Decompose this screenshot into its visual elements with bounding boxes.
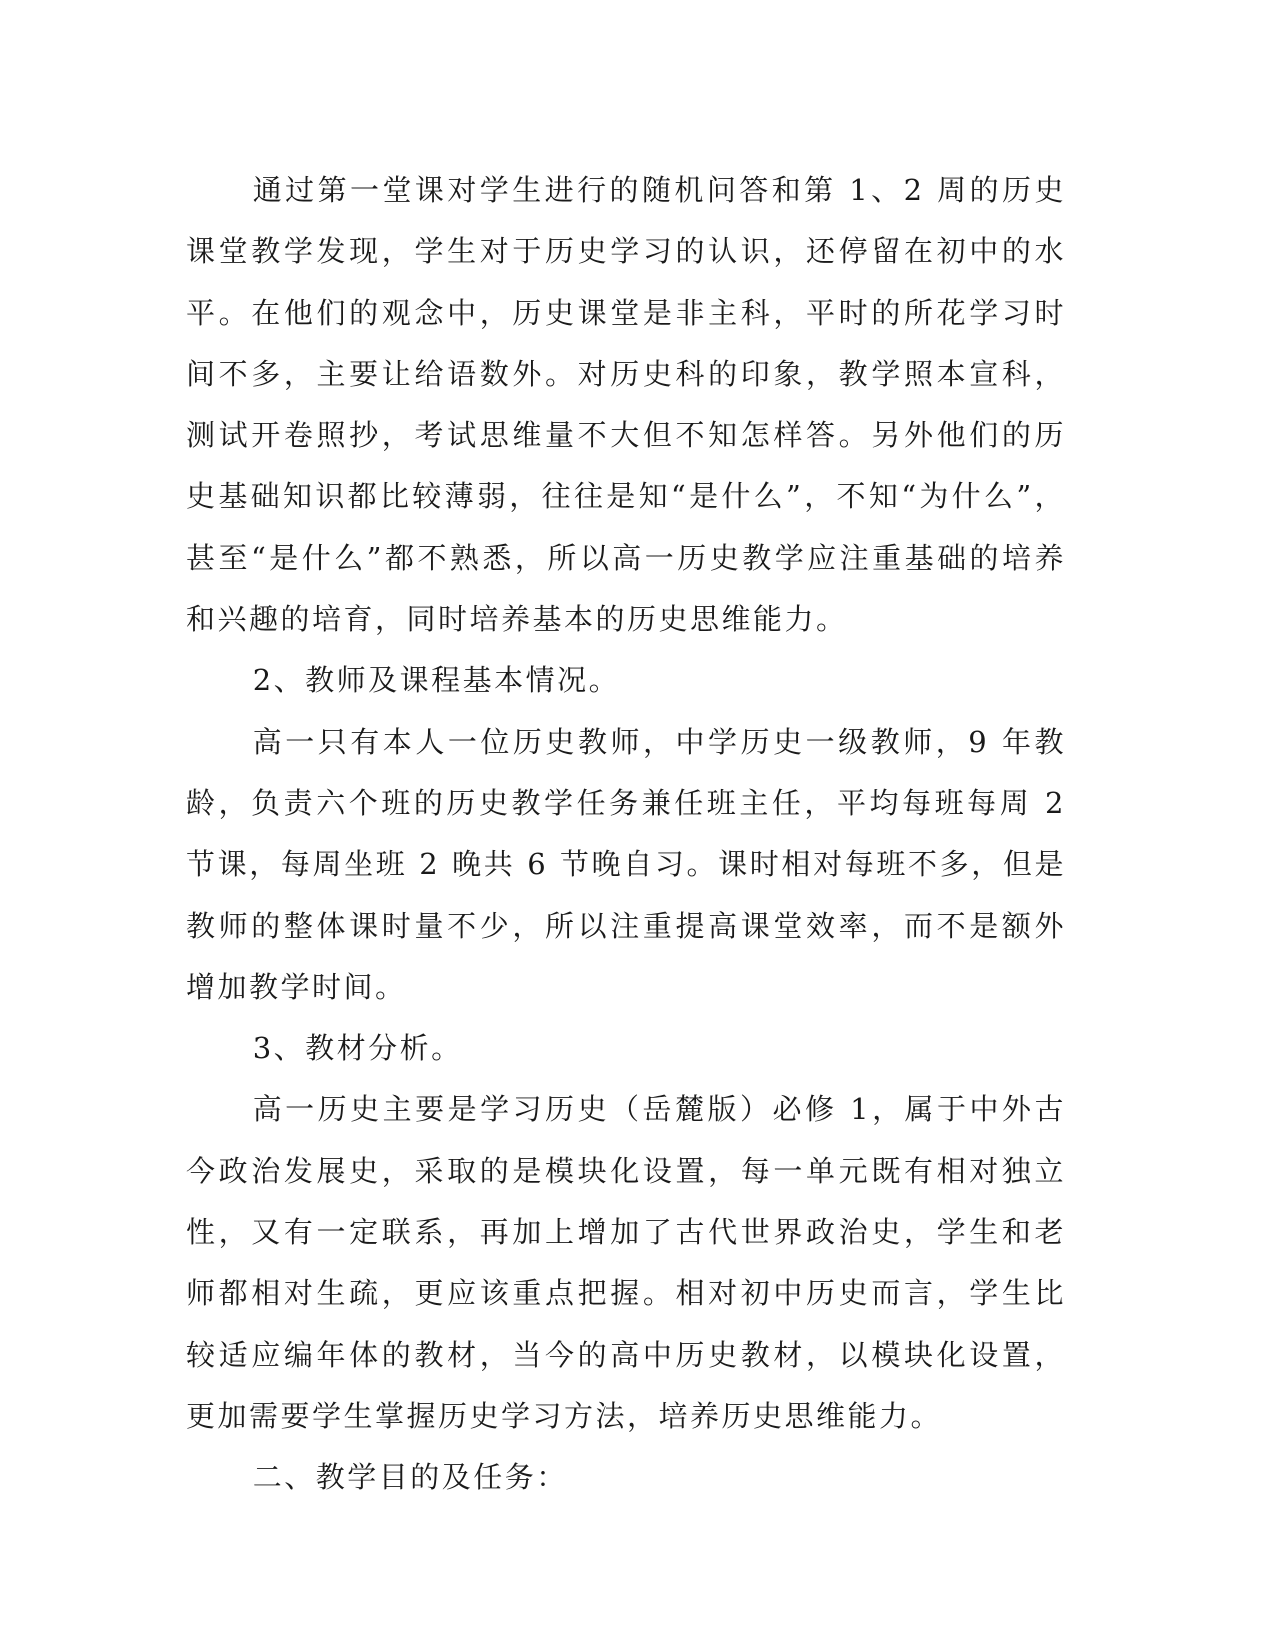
heading-textbook-analysis: 3、教材分析。: [252, 1031, 463, 1066]
heading-teacher-course: 2、教师及课程基本情况。: [252, 663, 621, 698]
paragraph-student-analysis: 通过第一堂课对学生进行的随机问答和第 1、2 周的历史课堂教学发现，学生对于历史学习的认识，还停留在初中的水平。在他们的观念中，历史课堂是非主科，平时的所花学习时间不多，主要让给语数外。对历史科的印象，教学照本宣科，测试开卷照抄，考试思维量不大但不知怎样答。另外他们的历史基础知识都比较薄弱，往往是知“是什么”，不知“为什么”，甚至“是什么”都不熟悉，所以高一历史教学应注重基础的培养和兴趣的培育，同时培养基本的历史思维能力。: [186, 173, 1066, 637]
heading-teaching-goals: 二、教学目的及任务：: [252, 1460, 568, 1495]
paragraph-textbook-analysis: 高一历史主要是学习历史（岳麓版）必修 1，属于中外古今政治发展史，采取的是模块化设置，每一单元既有相对独立性，又有一定联系，再加上增加了古代世界政治史，学生和老师都相对生疏，更应该重点把握。相对初中历史而言，学生比较适应编年体的教材，当今的高中历史教材，以模块化设置，更加需要学生掌握历史学习方法，培养历史思维能力。: [186, 1092, 1066, 1433]
document-body: [186, 160, 1066, 1509]
paragraph-teacher-course: 高一只有本人一位历史教师，中学历史一级教师，9 年教龄，负责六个班的历史教学任务兼任班主任，平均每班每周 2 节课，每周坐班 2 晚共 6 节晚自习。课时相对每班不多，但是教师的整体课时量不少，所以注重提高课堂效率，而不是额外增加教学时间。: [186, 724, 1066, 1004]
